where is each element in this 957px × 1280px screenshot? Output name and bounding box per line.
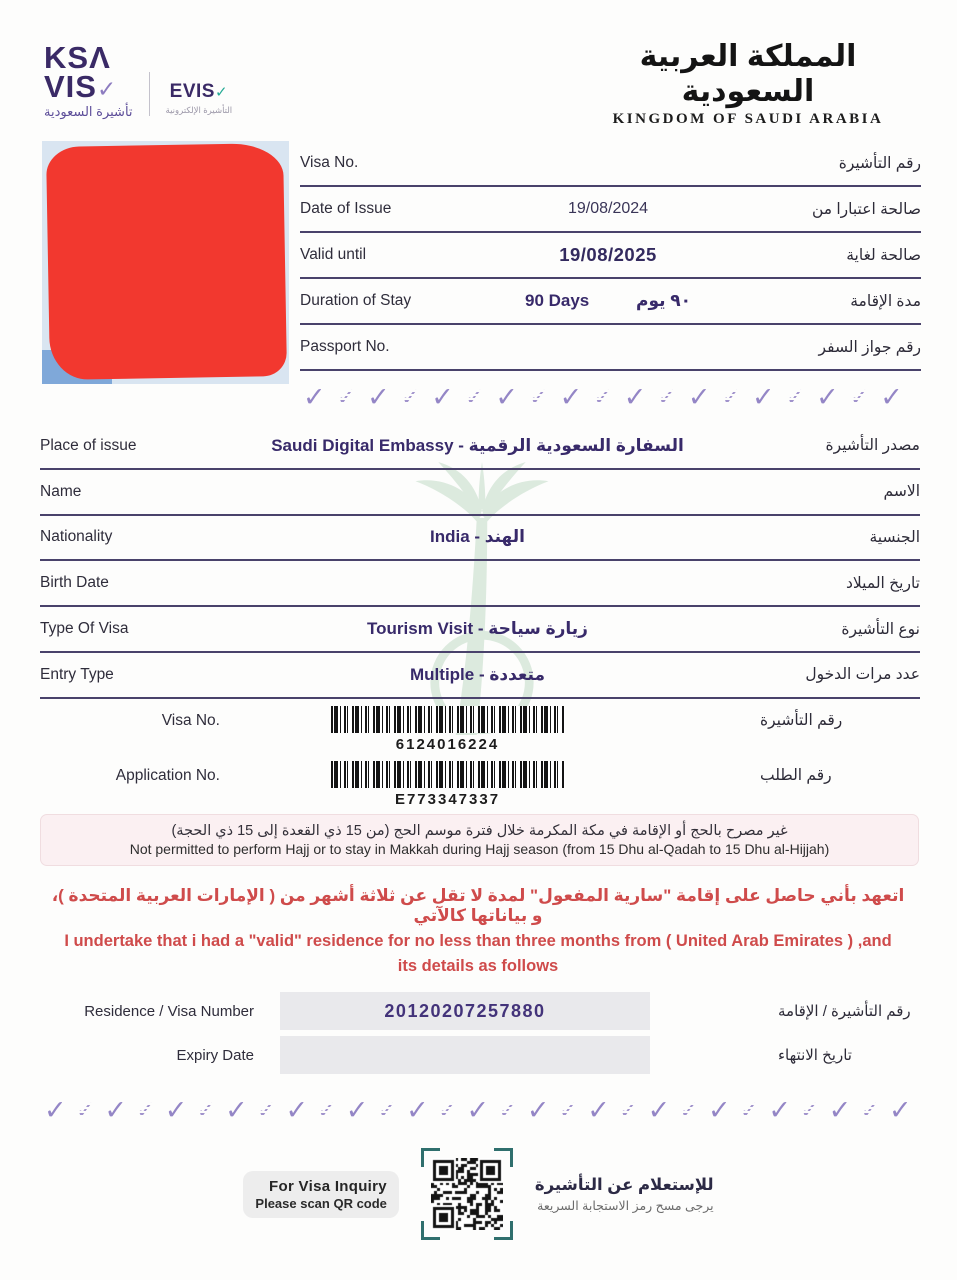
logo-arabic-subtitle: تأشيرة السعودية — [44, 104, 133, 120]
field-label-arabic: مدة الإقامة — [850, 292, 921, 310]
field-row-type-of-visa — [40, 607, 920, 653]
checkmark-icon: ✓ — [256, 1097, 277, 1124]
evisa-wordmark: EVIS✓ — [169, 81, 229, 103]
barcode-number: E773347337 — [394, 791, 501, 808]
barcode-row-visa-no — [40, 702, 920, 757]
residence-visa-number-value: 20120207257880 — [384, 1000, 546, 1021]
checkmark-icon: ✓ — [849, 384, 870, 411]
field-label-arabic: مصدر التأشيرة — [825, 437, 920, 455]
hajj-restriction-notice — [40, 814, 919, 866]
checkmark-icon: ✓ — [768, 1094, 791, 1125]
evisa-logo — [166, 81, 233, 120]
undertaking-arabic: اتعهد بأني حاصل على إقامة "سارية المفعول" لمدة لا تقل عن ثلاثة أشهر من ( الإمارات العربية المتحدة )، و بياناتها كالآتي — [51, 886, 905, 925]
field-label-arabic: تاريخ الميلاد — [846, 574, 920, 592]
checkmark-icon: ✓ — [377, 1097, 398, 1124]
checkmark-icon: ✓ — [303, 381, 326, 412]
checkmark-icon: ✓ — [739, 1097, 760, 1124]
visa-number-barcode — [331, 706, 565, 733]
field-label-arabic: عدد مرات الدخول — [805, 666, 920, 684]
photo-redaction-overlay — [46, 143, 287, 380]
applicant-photo — [42, 141, 289, 384]
inquiry-subtitle-english: Please scan QR code — [255, 1195, 387, 1211]
checkmark-icon: ✓ — [657, 384, 678, 411]
field-label: Type Of Visa — [40, 620, 129, 638]
checkmark-icon: ✓ — [464, 384, 485, 411]
residence-field-label-arabic: تاريخ الانتهاء — [778, 1047, 852, 1064]
checkmark-icon: ✓ — [367, 381, 390, 412]
field-value: 19/08/2025 — [559, 244, 657, 265]
checkmark-icon: ✓ — [196, 1097, 217, 1124]
field-value: Multiple - متعددة — [410, 664, 545, 684]
checkmark-icon: ✓ — [721, 384, 742, 411]
applicant-fields — [40, 424, 920, 699]
field-value: 19/08/2024 — [567, 200, 649, 217]
checkmark-icon: ✓ — [558, 1097, 579, 1124]
checkmark-icon: ✓ — [528, 384, 549, 411]
field-row-entry-type — [40, 653, 920, 699]
barcode-label-arabic: رقم التأشيرة — [760, 712, 843, 729]
checkmark-icon: ✓ — [687, 381, 711, 412]
ksa-visa-logo — [44, 40, 233, 120]
field-row-date-of-issue — [300, 187, 921, 233]
field-row-place-of-issue — [40, 424, 920, 470]
checkmark-icon: ✓ — [799, 1097, 820, 1124]
residence-field-label-arabic: رقم التأشيرة / الإقامة — [778, 1003, 911, 1020]
field-label: Duration of Stay — [300, 292, 412, 309]
inquiry-text-arabic — [535, 1175, 714, 1213]
qr-code — [431, 1158, 503, 1230]
logo-ksa-text: KSΛ VIS✓ — [44, 40, 118, 104]
checkmark-icon: ✓ — [431, 381, 454, 412]
undertaking-english-line2: its details as follows — [397, 957, 559, 975]
checkmark-icon: ✓ — [889, 1094, 912, 1125]
field-label: Visa No. — [300, 154, 359, 171]
kingdom-title-arabic: المملكة العربية السعودية — [639, 40, 857, 108]
checkmark-icon: ✓ — [828, 1094, 852, 1125]
qr-code-frame — [421, 1148, 513, 1240]
inquiry-text-english — [243, 1171, 399, 1218]
barcode-label: Visa No. — [161, 711, 220, 729]
checkmark-icon: ✓ — [816, 381, 839, 412]
checkmark-icon: ✓ — [135, 1097, 156, 1124]
field-label-arabic: رقم جواز السفر — [818, 338, 921, 356]
duration-english: 90 Days — [524, 291, 590, 310]
field-label-arabic: نوع التأشيرة — [841, 620, 920, 638]
checkmark-icon: ✓ — [526, 1094, 550, 1125]
checkmark-icon: ✓ — [592, 384, 613, 411]
inquiry-title-english: For Visa Inquiry — [269, 1177, 387, 1195]
field-label: Nationality — [40, 528, 113, 546]
field-value: Saudi Digital Embassy - السفارة السعودية الرقمية — [271, 435, 684, 455]
application-number-barcode — [331, 761, 565, 788]
field-label-arabic: صالحة لغاية — [846, 246, 921, 264]
checkmark-icon: ✓ — [860, 1097, 881, 1124]
logo-checkmark-icon: ✓ — [96, 75, 118, 102]
barcode-number: 6124016224 — [395, 736, 500, 753]
field-label-arabic: رقم التأشيرة — [838, 154, 921, 172]
expiry-date-field — [280, 1036, 650, 1074]
field-label: Place of issue — [40, 436, 137, 454]
checkmark-icon: ✓ — [104, 1094, 127, 1125]
checkmark-icon: ✓ — [495, 381, 519, 412]
checkmark-icon: ✓ — [623, 381, 647, 412]
checkmark-icon: ✓ — [880, 381, 903, 412]
field-label-arabic: الاسم — [883, 483, 920, 501]
checkmark-icon: ✓ — [345, 1094, 369, 1125]
residence-details — [40, 992, 920, 1074]
duration-arabic: ٩٠ يوم — [636, 291, 691, 310]
logo-divider — [149, 72, 150, 116]
checkmark-icon: ✓ — [587, 1094, 610, 1125]
field-label: Entry Type — [40, 665, 114, 683]
field-label-arabic: الجنسية — [869, 528, 920, 546]
hajj-notice-english: Not permitted to perform Hajj or to stay in Makkah during Hajj season (from 15 Dhu al-Qadah to 15 Dhu al-Hijjah) — [129, 841, 830, 857]
field-label-arabic: صالحة اعتبارا من — [811, 200, 921, 218]
checkmark-icon: ✓ — [406, 1094, 429, 1125]
field-value: Tourism Visit - زيارة سياحة — [367, 619, 588, 639]
decorative-checkmark-row — [303, 379, 903, 415]
checkmark-icon: ✓ — [466, 1094, 490, 1125]
checkmark-icon: ✓ — [437, 1097, 458, 1124]
visa-summary-fields — [300, 141, 921, 371]
field-label: Birth Date — [40, 574, 109, 592]
checkmark-icon: ✓ — [618, 1097, 639, 1124]
residence-visa-number-field — [280, 992, 650, 1030]
checkmark-icon: ✓ — [75, 1097, 96, 1124]
evisa-arabic-subtitle: التأشيرة الإلكترونية — [165, 105, 233, 116]
field-value: India - الهند — [430, 527, 525, 547]
qr-frame-corner — [494, 1148, 513, 1167]
residence-field-label: Expiry Date — [176, 1046, 254, 1064]
residence-undertaking — [48, 886, 908, 976]
field-label: Valid until — [300, 246, 367, 263]
field-value — [465, 291, 751, 311]
barcode-section — [40, 702, 920, 812]
checkmark-icon: ✓ — [559, 381, 583, 412]
field-label: Passport No. — [300, 338, 390, 355]
evisa-checkmark-icon: ✓ — [214, 84, 229, 102]
checkmark-icon: ✓ — [336, 384, 357, 411]
field-row-passport-no — [300, 325, 921, 371]
expiry-date-row — [40, 1036, 920, 1074]
field-row-duration-of-stay — [300, 279, 921, 325]
kingdom-title-english: KINGDOM OF SAUDI ARABIA — [612, 111, 884, 127]
barcode-label: Application No. — [115, 766, 220, 784]
field-row-nationality — [40, 516, 920, 562]
inquiry-title-arabic: للإستعلام عن التأشيرة — [534, 1176, 714, 1194]
field-row-birth-date — [40, 561, 920, 607]
inquiry-subtitle-arabic: يرجى مسح رمز الاستجابة السريعة — [537, 1199, 714, 1213]
field-row-valid-until — [300, 233, 921, 279]
field-row-name — [40, 470, 920, 516]
checkmark-icon: ✓ — [785, 384, 806, 411]
residence-visa-number-row — [40, 992, 920, 1030]
checkmark-icon: ✓ — [400, 384, 421, 411]
qr-frame-corner — [494, 1221, 513, 1240]
undertaking-english-line1: I undertake that i had a "valid" residence for no less than three months from ( United Arab Emirates ) ,and — [64, 932, 892, 950]
checkmark-icon: ✓ — [285, 1094, 309, 1125]
checkmark-icon: ✓ — [647, 1094, 671, 1125]
qr-frame-corner — [421, 1221, 440, 1240]
barcode-block — [275, 706, 620, 753]
decorative-checkmark-row — [44, 1091, 912, 1129]
barcode-block — [275, 761, 620, 808]
checkmark-icon: ✓ — [316, 1097, 337, 1124]
checkmark-icon: ✓ — [497, 1097, 519, 1124]
visa-inquiry-footer — [0, 1148, 957, 1240]
field-label: Name — [40, 482, 82, 500]
residence-field-label: Residence / Visa Number — [84, 1002, 254, 1020]
barcode-label-arabic: رقم الطلب — [760, 767, 832, 784]
checkmark-icon: ✓ — [751, 381, 775, 412]
ksa-visa-wordmark — [44, 40, 133, 120]
kingdom-emblem — [583, 40, 913, 128]
field-label: Date of Issue — [300, 200, 392, 217]
barcode-row-application-no — [40, 757, 920, 812]
checkmark-icon: ✓ — [707, 1094, 731, 1125]
checkmark-icon: ✓ — [164, 1094, 188, 1125]
checkmark-icon: ✓ — [44, 1094, 67, 1125]
checkmark-icon: ✓ — [225, 1094, 248, 1125]
field-row-visa-no — [300, 141, 921, 187]
checkmark-icon: ✓ — [679, 1097, 700, 1124]
hajj-notice-arabic: غير مصرح بالحج أو الإقامة في مكة المكرمة خلال فترة موسم الحج (من 15 ذي القعدة إلى 15 ذي الحجة) — [171, 823, 788, 839]
qr-frame-corner — [421, 1148, 440, 1167]
